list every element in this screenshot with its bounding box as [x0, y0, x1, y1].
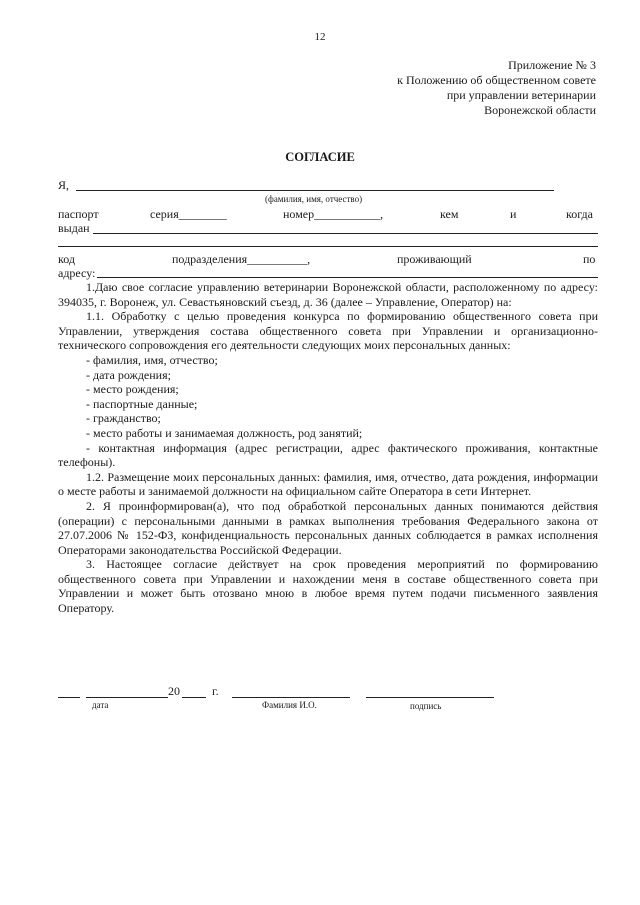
kem-label: кем [440, 207, 459, 221]
issued-label: выдан [58, 221, 90, 235]
date-month-line[interactable] [86, 697, 168, 698]
number-field[interactable]: номер___________, [283, 207, 384, 221]
appendix-line-1: Приложение № 3 [508, 58, 596, 72]
document-title: СОГЛАСИЕ [285, 150, 355, 164]
paragraph-1-1: 1.1. Обработку с целью проведения конкурса по формированию общественного совета при Управлении, утверждения состава общественного совета при Управлении и организационно-технического сопровождения его деятельности следующих моих персональных данных: [58, 309, 598, 353]
residing-label: проживающий [397, 252, 472, 266]
code-label: код [58, 252, 75, 266]
list-item: - место рождения; [86, 382, 179, 397]
appendix-line-4: Воронежской области [484, 103, 596, 117]
paragraph-2: 2. Я проинформирован(а), что под обработкой персональных данных понимаются действия (операции) с персональными данными в рамках выполнения требования Федерального закона от 27.07.2006 № 152-ФЗ, конфиденциальность персональных данных соблюдается в рамках исполнения Операторами законодательства Российской Федерации. [58, 498, 598, 557]
issued-field-line-2[interactable] [58, 246, 598, 247]
date-day-line[interactable] [58, 697, 80, 698]
list-item: - контактная информация (адрес регистрации, адрес фактического проживания, контактные телефоны). [58, 440, 598, 470]
division-field[interactable]: подразделения__________, [172, 252, 311, 266]
appendix-block [397, 58, 596, 118]
list-item: - фамилия, имя, отчество; [86, 352, 218, 367]
sign-caption: подпись [410, 701, 442, 711]
paragraph-3: 3. Настоящее согласие действует на срок проведения мероприятий по формированию общественного совета при Управлении и нахождении меня в составе общественного совета при Управлении и может быть отозвано мною в любое время путем подачи письменного заявления Оператору. [58, 557, 598, 616]
list-item: - гражданство; [86, 411, 161, 426]
paragraph-1: 1.Даю свое согласие управлению ветеринарии Воронежской области, расположенному по адресу: 394035, г. Воронеж, ул. Севастьяновский съезд, д. 36 (далее – Управление, Оператор) на: [58, 280, 598, 309]
year-suffix: г. [212, 684, 219, 698]
series-field[interactable]: серия________ [150, 207, 227, 221]
paragraph-1-2: 1.2. Размещение моих персональных данных: фамилия, имя, отчество, дата рождения, информации о месте работы и занимаемой должности на официальном сайте Оператора в сети Интернет. [58, 469, 598, 499]
address-label: адресу: [58, 266, 96, 280]
list-item: - дата рождения; [86, 367, 171, 382]
year-line[interactable] [182, 697, 206, 698]
page-number: 12 [314, 31, 326, 43]
fio-field-line[interactable] [76, 190, 554, 191]
fio-caption: (фамилия, имя, отчество) [265, 194, 363, 204]
po-label: по [583, 252, 596, 266]
when-label: когда [566, 207, 593, 221]
appendix-line-3: при управлении ветеринарии [446, 88, 596, 102]
list-item: - паспортные данные; [86, 396, 198, 411]
i-label: Я, [58, 178, 70, 192]
year-prefix: 20 [168, 684, 180, 698]
list-item: - место работы и занимаемая должность, род занятий; [86, 425, 363, 440]
appendix-line-2: к Положению об общественном совете [397, 73, 596, 87]
name-line[interactable] [232, 697, 350, 698]
consent-body [58, 280, 598, 616]
and-label: и [510, 207, 517, 221]
issued-field-line[interactable] [93, 233, 598, 234]
date-caption: дата [92, 700, 109, 710]
signature-line[interactable] [366, 697, 494, 698]
address-field-line[interactable] [97, 277, 598, 278]
passport-label: паспорт [58, 207, 99, 221]
name-caption: Фамилия И.О. [262, 700, 317, 710]
